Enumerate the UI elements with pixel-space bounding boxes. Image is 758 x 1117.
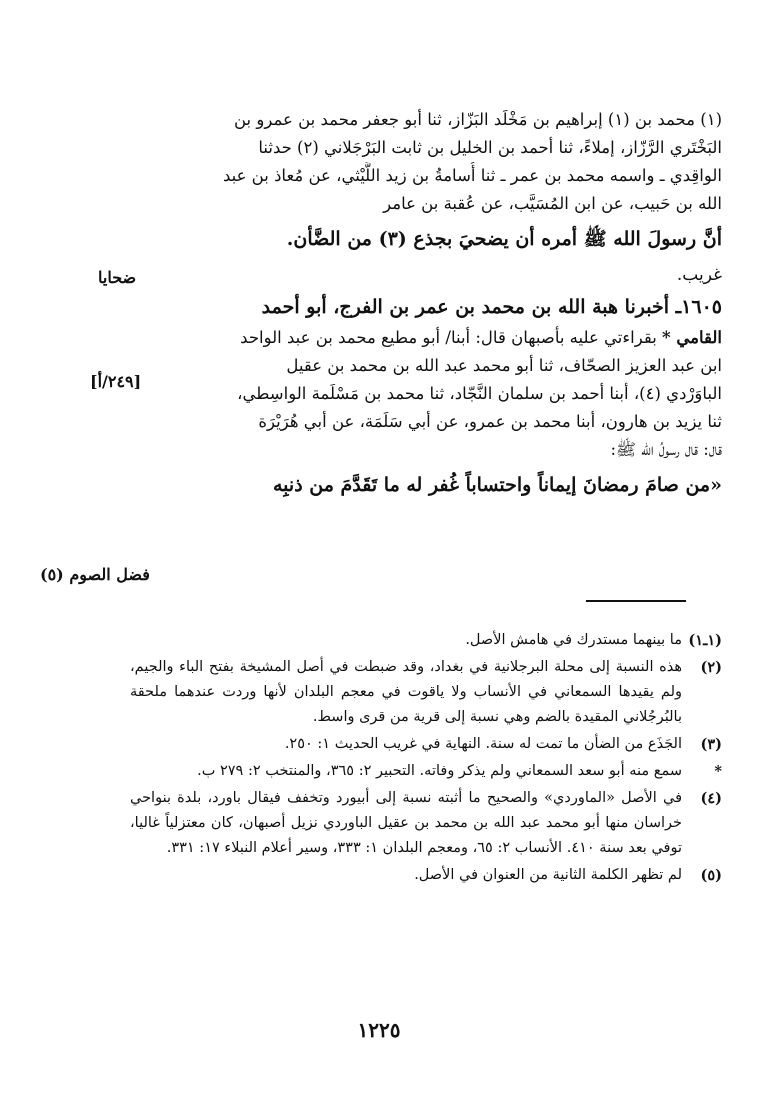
narrator-name: القامي * [662, 328, 722, 347]
footnotes [130, 628, 722, 890]
footnote [130, 786, 722, 861]
footnote-divider [586, 600, 686, 602]
footnote-number: (٣) [700, 736, 722, 753]
footnote [130, 759, 722, 784]
footnote [130, 732, 722, 757]
isnad-b-line-2: ابن عبد العزيز الصحّاف، ثنا أبو محمد عبد الله بن محمد بن عقيل [286, 356, 722, 375]
page-number: ١٢٢٥ [357, 1018, 401, 1042]
footnote-number: (٤) [700, 790, 722, 807]
footnote-text: الجَذَع من الضأن ما تمت له سنة. النهاية في غريب الحديث ١: ٢٥٠. [284, 736, 682, 752]
isnad-line-4: الله بن حَبيب، عن ابن المُسَيَّب، عن عُقبة بن عامر [383, 194, 722, 213]
footnote-text: هذه النسبة إلى محلة البرجلانية في بغداد، وقد ضبطت في أصل المشيخة بفتح الباء والجيم، ولم يقيدها السمعاني في الأنساب ولا ياقوت في معجم البلدان لأنها وردت عندهما ملحقة بالبُرجُلاني المقيدة بالضم وهي نسبة إلى قرية من قرى واسط. [130, 659, 682, 725]
hadith-text-2: «من صامَ رمضانَ إيماناً واحتساباً غُفر له ما تَقَدَّمَ من ذنبِه [272, 474, 722, 496]
footnote-number: (١ـ١) [688, 632, 722, 649]
footnote-text: سمع منه أبو سعد السمعاني ولم يذكر وفاته. التحبير ٢: ٣٦٥، والمنتخب ٢: ٢٧٩ ب. [197, 763, 682, 779]
footnote-text: لم تظهر الكلمة الثانية من العنوان في الأصل. [414, 867, 682, 883]
hadith-text-1: أنَّ رسولَ الله ﷺ أمره أن يضحيَ بجذع (٣) من الضَّأن. [286, 228, 722, 250]
isnad-b-line-5: قال: قال رسولُ الله ﷺ: [610, 440, 722, 459]
footnote [130, 628, 722, 653]
isnad-b-line-1 [186, 324, 722, 352]
main-text [186, 106, 722, 506]
footnote-number: * [714, 763, 722, 780]
entry-heading: ١٦٠٥ـ أخبرنا هبة الله بن محمد بن عمر بن الفرج، أبو أحمد [261, 296, 722, 318]
isnad-line-2: البَخْتَري الرَّزّاز، إملاءً، ثنا أحمد بن الخليل بن ثابت البَرْجَلاني (٢) حدثنا [258, 138, 722, 157]
isnad-b-line-3: الباوَرْدي (٤)، أبنا أحمد بن سلمان النَّجّاد، ثنا محمد بن مَسْلَمة الواسِطي، [237, 384, 722, 403]
footnote-text: ما بينهما مستدرك في هامش الأصل. [465, 632, 682, 648]
folio-marker: [٢٤٩/أ] [90, 372, 142, 391]
footnote [130, 863, 722, 888]
footnote [130, 655, 722, 730]
margin-note-fasting: فضل الصوم (٥) [40, 565, 150, 584]
isnad-line-3: الواقِدي ـ واسمه محمد بن عمر ـ ثنا أُسامةُ بن زيد اللَّيْثي، عن مُعاذ بن عبد [222, 166, 722, 185]
footnote-number: (٢) [700, 659, 722, 676]
isnad-b-line-4: ثنا يزيد بن هارون، أبنا محمد بن عمرو، عن أبي سَلَمَة، عن أبي هُرَيْرَة [258, 412, 722, 431]
isnad-b-line-1-rest: بقراءتي عليه بأصبهان قال: أبنا/ أبو مطيع محمد بن عبد الواحد [240, 328, 663, 347]
isnad-line-1: (١) محمد بن (١) إبراهيم بن مَخْلَد البَزّاز، ثنا أبو جعفر محمد بن عمرو بن [234, 110, 722, 129]
footnote-number: (٥) [700, 867, 722, 884]
hadith-verdict: غريب. [676, 265, 722, 285]
footnote-text: في الأصل «الماوردي» والصحيح ما أثبته نسبة إلى أبيورد وتخفف فيقال باورد، بلدة بنواحي خراسان منها أبو محمد عبد الله بن محمد بن عقيل الباوردي نزيل أصبهان، كان معتزلياً غاليا، توفي بعد سنة ٤١٠. الأنساب ٢: ٦٥، ومعجم البلدان ١: ٣٣٣، وسير أعلام النبلاء ١٧: ٣٣١. [130, 790, 682, 856]
margin-note-sacrifices: ضحايا [98, 268, 137, 287]
